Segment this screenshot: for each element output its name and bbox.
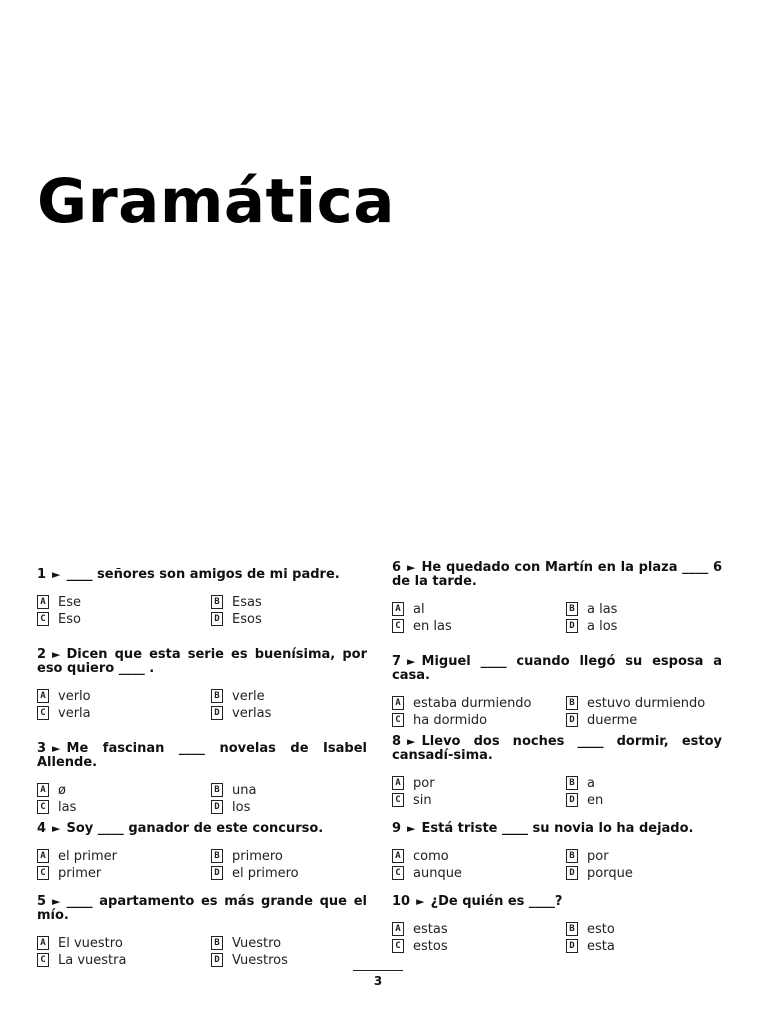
option-c[interactable] (37, 611, 211, 627)
option-letter-box: B (211, 783, 223, 797)
option-letter-box: B (566, 776, 578, 790)
question-stem (392, 822, 722, 836)
option-b[interactable] (566, 601, 722, 617)
option-letter-box: C (392, 619, 404, 633)
question-stem (37, 742, 367, 770)
question-8 (392, 735, 722, 808)
option-text: el primero (232, 865, 299, 881)
option-letter-box: A (37, 783, 49, 797)
option-d[interactable] (566, 618, 722, 634)
question-1 (37, 568, 367, 627)
option-c[interactable] (392, 618, 566, 634)
question-stem (37, 895, 367, 923)
option-text: Vuestro (232, 935, 282, 951)
option-c[interactable] (37, 799, 211, 815)
option-text: ø (58, 782, 66, 798)
arrow-icon: ► (52, 822, 61, 835)
options-grid (37, 688, 367, 721)
question-text: ____ señores son amigos de mi padre. (66, 567, 340, 582)
option-d[interactable] (211, 799, 367, 815)
questions-right-column (392, 0, 722, 1024)
question-number: 5 (37, 894, 47, 909)
question-text: Me fascinan ____ novelas de Isabel Allende. (37, 741, 367, 770)
questions-left-column (37, 0, 367, 1024)
option-text: sin (413, 792, 432, 808)
option-text: en (587, 792, 604, 808)
option-letter-box: B (211, 595, 223, 609)
arrow-icon: ► (416, 895, 425, 908)
option-text: al (413, 601, 425, 617)
question-number: 3 (37, 741, 47, 756)
option-text: las (58, 799, 77, 815)
option-letter-box: B (566, 922, 578, 936)
question-text: Soy ____ ganador de este concurso. (66, 821, 324, 836)
option-d[interactable] (566, 792, 722, 808)
option-d[interactable] (566, 712, 722, 728)
option-text: verlas (232, 705, 272, 721)
options-grid (392, 775, 722, 808)
options-grid (392, 848, 722, 881)
question-number: 8 (392, 734, 402, 749)
option-text: Eso (58, 611, 81, 627)
option-b[interactable] (566, 775, 722, 791)
option-a[interactable] (392, 695, 566, 711)
question-stem (37, 568, 367, 582)
question-number: 9 (392, 821, 402, 836)
option-text: Ese (58, 594, 81, 610)
option-letter-box: B (566, 602, 578, 616)
option-letter-box: C (392, 713, 404, 727)
question-number: 2 (37, 647, 47, 662)
option-text: a (587, 775, 595, 791)
option-text: ha dormido (413, 712, 488, 728)
question-stem (37, 822, 367, 836)
option-d[interactable] (211, 865, 367, 881)
option-c[interactable] (37, 952, 211, 968)
option-text: una (232, 782, 257, 798)
option-text: aunque (413, 865, 462, 881)
question-stem (37, 648, 367, 676)
option-text: El vuestro (58, 935, 123, 951)
question-3 (37, 742, 367, 815)
option-text: a las (587, 601, 618, 617)
option-letter-box: B (211, 849, 223, 863)
option-letter-box: A (37, 595, 49, 609)
option-text: esta (587, 938, 615, 954)
question-text: Está triste ____ su novia lo ha dejado. (421, 821, 694, 836)
option-letter-box: D (566, 713, 578, 727)
option-text: porque (587, 865, 633, 881)
option-letter-box: C (37, 800, 49, 814)
question-text: ____ apartamento es más grande que el mío. (37, 894, 367, 923)
option-letter-box: A (392, 696, 404, 710)
option-letter-box: D (211, 612, 223, 626)
option-a[interactable] (392, 921, 566, 937)
option-text: por (587, 848, 609, 864)
question-number: 7 (392, 654, 402, 669)
option-a[interactable] (37, 782, 211, 798)
option-a[interactable] (392, 848, 566, 864)
option-b[interactable] (211, 688, 367, 704)
option-b[interactable] (211, 935, 367, 951)
option-text: por (413, 775, 435, 791)
option-letter-box: B (211, 936, 223, 950)
option-letter-box: C (392, 866, 404, 880)
arrow-icon: ► (407, 655, 416, 668)
question-text: Dicen que esta serie es buenísima, por eso quiero ____ . (37, 647, 367, 676)
question-number: 6 (392, 560, 402, 575)
option-a[interactable] (392, 601, 566, 617)
option-letter-box: B (211, 689, 223, 703)
options-grid (392, 921, 722, 954)
option-text: los (232, 799, 251, 815)
option-b[interactable] (566, 695, 722, 711)
option-text: verla (58, 705, 91, 721)
option-letter-box: B (566, 849, 578, 863)
option-a[interactable] (37, 848, 211, 864)
question-number: 1 (37, 567, 47, 582)
option-letter-box: C (37, 866, 49, 880)
question-5 (37, 895, 367, 968)
option-letter-box: C (37, 706, 49, 720)
option-letter-box: A (37, 936, 49, 950)
question-number: 10 (392, 894, 411, 909)
arrow-icon: ► (52, 895, 61, 908)
option-letter-box: C (392, 793, 404, 807)
arrow-icon: ► (407, 822, 416, 835)
option-text: estas (413, 921, 448, 937)
option-letter-box: A (37, 689, 49, 703)
option-letter-box: A (392, 602, 404, 616)
option-text: verlo (58, 688, 91, 704)
option-b[interactable] (566, 921, 722, 937)
question-6 (392, 561, 722, 634)
option-letter-box: D (566, 793, 578, 807)
option-b[interactable] (211, 782, 367, 798)
option-text: verle (232, 688, 265, 704)
option-text: duerme (587, 712, 638, 728)
option-b[interactable] (211, 848, 367, 864)
question-text: Miguel ____ cuando llegó su esposa a casa. (392, 654, 722, 683)
question-stem (392, 735, 722, 763)
option-b[interactable] (566, 848, 722, 864)
option-a[interactable] (37, 688, 211, 704)
option-letter-box: D (211, 866, 223, 880)
option-letter-box: A (392, 849, 404, 863)
question-number: 4 (37, 821, 47, 836)
option-text: Esas (232, 594, 262, 610)
option-d[interactable] (211, 705, 367, 721)
option-letter-box: A (392, 776, 404, 790)
question-9 (392, 822, 722, 881)
question-7 (392, 655, 722, 728)
option-text: La vuestra (58, 952, 127, 968)
question-stem (392, 895, 722, 909)
option-a[interactable] (37, 594, 211, 610)
option-text: estaba durmiendo (413, 695, 532, 711)
option-letter-box: A (37, 849, 49, 863)
footer-divider (353, 970, 403, 971)
option-c[interactable] (392, 865, 566, 881)
option-letter-box: C (37, 612, 49, 626)
option-c[interactable] (37, 705, 211, 721)
option-letter-box: D (566, 866, 578, 880)
option-text: Vuestros (232, 952, 288, 968)
option-c[interactable] (37, 865, 211, 881)
page-title: Gramática (37, 166, 395, 237)
option-a[interactable] (392, 775, 566, 791)
option-d[interactable] (566, 938, 722, 954)
option-letter-box: A (392, 922, 404, 936)
option-text: Esos (232, 611, 262, 627)
options-grid (392, 695, 722, 728)
option-letter-box: D (566, 619, 578, 633)
option-d[interactable] (211, 952, 367, 968)
option-letter-box: D (211, 953, 223, 967)
option-letter-box: D (566, 939, 578, 953)
option-text: primero (232, 848, 283, 864)
arrow-icon: ► (407, 561, 416, 574)
option-text: primer (58, 865, 102, 881)
option-letter-box: D (211, 800, 223, 814)
options-grid (37, 594, 367, 627)
option-a[interactable] (37, 935, 211, 951)
arrow-icon: ► (52, 568, 61, 581)
question-2 (37, 648, 367, 721)
options-grid (392, 601, 722, 634)
option-b[interactable] (211, 594, 367, 610)
question-text: He quedado con Martín en la plaza ____ 6 de la tarde. (392, 560, 722, 589)
option-text: el primer (58, 848, 117, 864)
option-text: esto (587, 921, 615, 937)
option-d[interactable] (211, 611, 367, 627)
question-stem (392, 655, 722, 683)
option-letter-box: D (211, 706, 223, 720)
option-letter-box: C (392, 939, 404, 953)
option-text: a los (587, 618, 618, 634)
question-stem (392, 561, 722, 589)
question-4 (37, 822, 367, 881)
option-d[interactable] (566, 865, 722, 881)
option-c[interactable] (392, 792, 566, 808)
page-number: 3 (373, 974, 383, 988)
option-letter-box: B (566, 696, 578, 710)
options-grid (37, 848, 367, 881)
question-text: ¿De quién es ____? (430, 894, 563, 909)
options-grid (37, 935, 367, 968)
option-c[interactable] (392, 712, 566, 728)
question-10 (392, 895, 722, 954)
arrow-icon: ► (407, 735, 416, 748)
option-letter-box: C (37, 953, 49, 967)
option-text: estos (413, 938, 448, 954)
question-text: Llevo dos noches ____ dormir, estoy cansadí-sima. (392, 734, 722, 763)
arrow-icon: ► (52, 742, 61, 755)
option-text: en las (413, 618, 452, 634)
arrow-icon: ► (52, 648, 61, 661)
option-text: estuvo durmiendo (587, 695, 706, 711)
option-text: como (413, 848, 449, 864)
option-c[interactable] (392, 938, 566, 954)
options-grid (37, 782, 367, 815)
